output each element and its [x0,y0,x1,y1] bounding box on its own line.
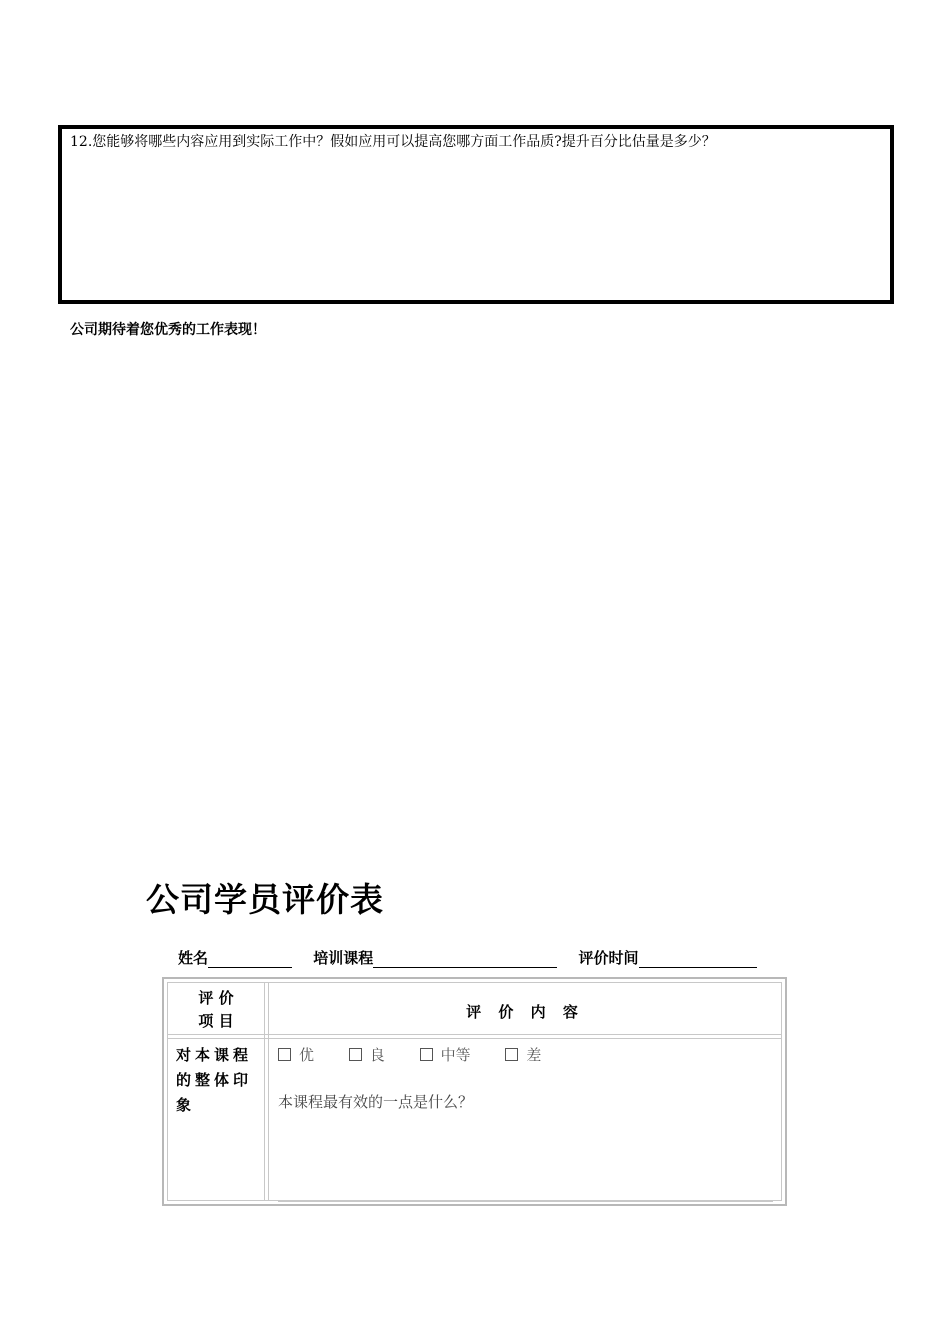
course-label: 培训课程 [313,949,374,967]
name-blank[interactable] [208,951,292,968]
rating-option-average[interactable] [420,1044,471,1065]
row-label-overall-impression: 对本课程的整体印象 [176,1046,253,1114]
header-content: 评 价 内 容 [466,1003,584,1021]
rating-options [278,1044,571,1065]
form-title: 公司学员评价表 [146,880,384,919]
name-label: 姓名 [178,949,209,967]
name-field[interactable] [178,947,292,968]
rating-option-excellent[interactable] [278,1044,314,1065]
most-effective-question: 本课程最有效的一点是什么？ [278,1093,474,1111]
header-item [168,987,264,1033]
evaluation-table [162,977,787,1206]
header-item-line2: 项 目 [198,1012,234,1030]
form-info-line [178,947,773,968]
checkbox-icon[interactable] [278,1048,291,1061]
question-box [58,125,894,304]
row-divider [168,1034,781,1039]
rating-option-good[interactable] [349,1044,385,1065]
course-blank[interactable] [373,951,557,968]
checkbox-icon[interactable] [349,1048,362,1061]
course-field[interactable] [313,947,557,968]
header-item-line1: 评 价 [198,989,234,1007]
rating-label: 良 [369,1046,385,1064]
rating-label: 优 [299,1046,315,1064]
rating-label: 中等 [440,1046,471,1064]
evaluation-table-inner [167,982,782,1201]
rating-label: 差 [526,1046,542,1064]
rating-option-poor[interactable] [505,1044,541,1065]
answer-line[interactable] [278,1201,773,1202]
question-12-text: 12.您能够将哪些内容应用到实际工作中？假如应用可以提高您哪方面工作品质?提升百分比估量是多少？ [70,134,716,150]
closing-message: 公司期待着您优秀的工作表现！ [70,322,266,338]
time-field[interactable] [579,947,757,968]
time-label: 评价时间 [578,949,639,967]
checkbox-icon[interactable] [420,1048,433,1061]
time-blank[interactable] [639,951,757,968]
checkbox-icon[interactable] [505,1048,518,1061]
